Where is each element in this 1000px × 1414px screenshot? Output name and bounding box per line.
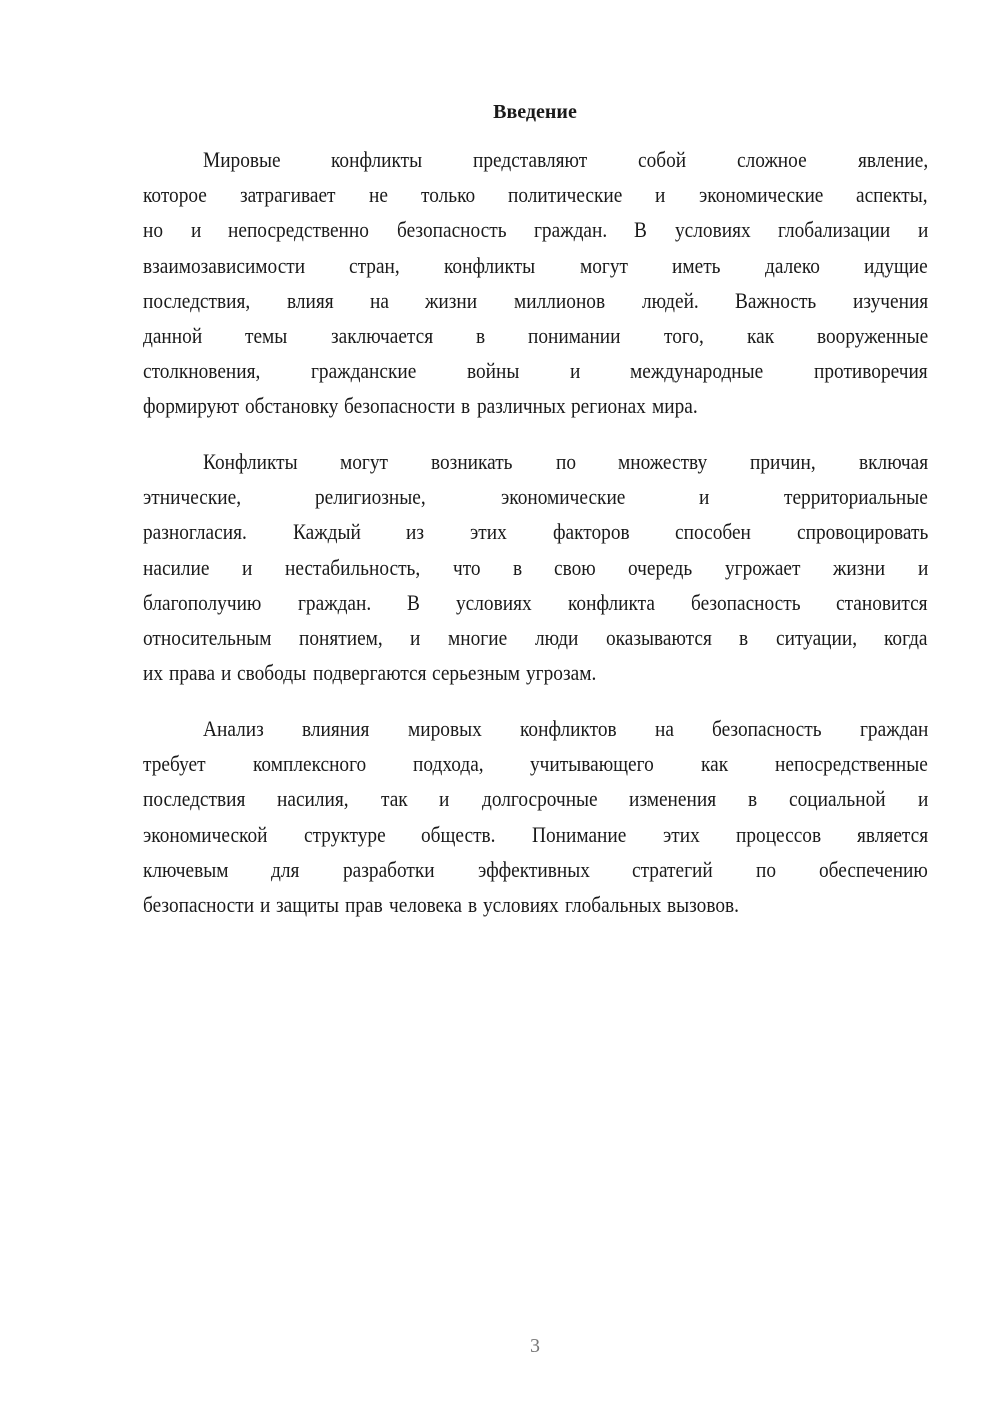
word: ключевым bbox=[143, 856, 229, 882]
word: обеспечению bbox=[819, 856, 928, 882]
word: могут bbox=[579, 252, 628, 278]
word: многие bbox=[448, 624, 508, 650]
word: территориальные bbox=[784, 484, 928, 510]
word: подхода, bbox=[412, 751, 484, 777]
word: в bbox=[461, 393, 471, 419]
word: влияния bbox=[302, 716, 370, 741]
word: мира. bbox=[652, 393, 698, 419]
word: последствия bbox=[143, 786, 246, 812]
word: условиях bbox=[455, 589, 532, 615]
word: по bbox=[756, 856, 777, 882]
word: людей. bbox=[641, 287, 699, 313]
word: относительным bbox=[143, 624, 272, 650]
word: но bbox=[143, 217, 164, 243]
text-line bbox=[143, 444, 928, 479]
word: последствия, bbox=[143, 287, 251, 313]
word: глобализации bbox=[777, 217, 891, 243]
word: различных bbox=[476, 393, 566, 419]
word: и bbox=[260, 891, 271, 917]
word: заключается bbox=[330, 322, 433, 348]
word: аспекты, bbox=[856, 182, 928, 208]
word: так bbox=[380, 786, 408, 812]
word: конфликта bbox=[567, 589, 655, 615]
word: непосредственные bbox=[775, 751, 928, 777]
word: далеко bbox=[764, 252, 820, 278]
text-line bbox=[143, 177, 928, 212]
word: требует bbox=[143, 751, 206, 777]
word: люди bbox=[534, 624, 579, 650]
word: для bbox=[271, 856, 300, 882]
word: долгосрочные bbox=[481, 786, 598, 812]
word: угрозам. bbox=[526, 660, 597, 686]
word: прав bbox=[345, 891, 384, 917]
word: серьезным bbox=[432, 660, 521, 686]
word: иметь bbox=[672, 252, 721, 278]
paragraph-3 bbox=[143, 711, 928, 922]
word: как bbox=[701, 751, 729, 777]
word: данной bbox=[143, 322, 203, 348]
word: войны bbox=[466, 358, 520, 384]
word: политические bbox=[507, 182, 623, 208]
section-heading: Введение bbox=[493, 101, 577, 123]
word: включая bbox=[858, 449, 928, 474]
word: условиях bbox=[483, 891, 559, 917]
paragraph-1 bbox=[143, 142, 928, 424]
word: миллионов bbox=[514, 287, 606, 313]
word: экономической bbox=[143, 821, 268, 847]
text-line bbox=[143, 620, 928, 655]
text-line bbox=[143, 550, 928, 585]
word: обществ. bbox=[421, 821, 496, 847]
word: столкновения, bbox=[143, 358, 261, 384]
word: человека bbox=[389, 891, 463, 917]
word: изучения bbox=[852, 287, 928, 313]
word: спровоцировать bbox=[796, 519, 928, 545]
word: конфликты bbox=[331, 147, 423, 172]
word: и bbox=[699, 484, 710, 510]
word: обстановку bbox=[244, 393, 339, 419]
paragraph-2 bbox=[143, 444, 928, 690]
word: Конфликты bbox=[203, 449, 298, 474]
word: вооруженные bbox=[816, 322, 929, 348]
text-line bbox=[143, 248, 928, 283]
word: и bbox=[190, 217, 201, 243]
word: их bbox=[143, 660, 164, 686]
word: возникать bbox=[431, 449, 513, 474]
word: вызовов. bbox=[667, 891, 740, 917]
word: становится bbox=[836, 589, 928, 615]
word: безопасность bbox=[711, 716, 822, 741]
word: в bbox=[512, 554, 522, 580]
word: что bbox=[452, 554, 481, 580]
word: безопасности bbox=[344, 393, 456, 419]
word: религиозные, bbox=[315, 484, 427, 510]
word: влияя bbox=[286, 287, 334, 313]
word: защиты bbox=[276, 891, 340, 917]
text-line bbox=[143, 212, 928, 247]
word: условиях bbox=[674, 217, 751, 243]
word: в bbox=[468, 891, 478, 917]
word: жизни bbox=[425, 287, 478, 313]
text-line bbox=[143, 852, 928, 887]
word: непосредственно bbox=[228, 217, 370, 243]
word: процессов bbox=[735, 821, 821, 847]
word: конфликты bbox=[444, 252, 536, 278]
word: взаимозависимости bbox=[143, 252, 306, 278]
word: и bbox=[917, 217, 928, 243]
word: формируют bbox=[143, 393, 239, 419]
word: структуре bbox=[303, 821, 386, 847]
word: разногласия. bbox=[143, 519, 247, 545]
word: В bbox=[406, 589, 420, 615]
word: и bbox=[410, 624, 421, 650]
page-number: 3 bbox=[530, 1335, 540, 1357]
word: по bbox=[555, 449, 576, 474]
word: могут bbox=[340, 449, 389, 474]
word: способен bbox=[674, 519, 751, 545]
word: на bbox=[654, 716, 674, 741]
text-line bbox=[143, 711, 928, 746]
word: Мировые bbox=[203, 147, 281, 172]
word: граждан. bbox=[297, 589, 371, 615]
word: в bbox=[748, 786, 758, 812]
word: и bbox=[241, 554, 253, 580]
text-line bbox=[143, 655, 928, 690]
text-line bbox=[143, 746, 928, 781]
word: и bbox=[655, 182, 666, 208]
word: изменения bbox=[629, 786, 717, 812]
word: на bbox=[369, 287, 389, 313]
word: этнические, bbox=[143, 484, 242, 510]
word: безопасности bbox=[143, 891, 255, 917]
word: стратегий bbox=[632, 856, 714, 882]
word: Каждый bbox=[292, 519, 361, 545]
text-line bbox=[143, 585, 928, 620]
word: понимании bbox=[528, 322, 621, 348]
word: эффективных bbox=[477, 856, 590, 882]
word: экономические bbox=[698, 182, 824, 208]
word: очередь bbox=[628, 554, 693, 580]
word: учитывающего bbox=[530, 751, 655, 777]
word: глобальных bbox=[564, 891, 662, 917]
text-line bbox=[143, 817, 928, 852]
word: как bbox=[746, 322, 774, 348]
word: и bbox=[439, 786, 450, 812]
word: Анализ bbox=[203, 716, 264, 741]
word: темы bbox=[245, 322, 288, 348]
word: гражданские bbox=[310, 358, 417, 384]
word: угрожает bbox=[725, 554, 801, 580]
word: не bbox=[368, 182, 388, 208]
word: этих bbox=[662, 821, 700, 847]
word: ситуации, bbox=[775, 624, 857, 650]
word: оказываются bbox=[605, 624, 712, 650]
word: конфликтов bbox=[519, 716, 617, 741]
word: этих bbox=[469, 519, 507, 545]
text-line bbox=[143, 353, 928, 388]
word: Понимание bbox=[532, 821, 627, 847]
word: противоречия bbox=[814, 358, 928, 384]
word: представляют bbox=[473, 147, 588, 172]
word: насилия, bbox=[277, 786, 349, 812]
word: безопасность bbox=[396, 217, 507, 243]
word: социальной bbox=[789, 786, 886, 812]
word: является bbox=[856, 821, 928, 847]
word: затрагивает bbox=[240, 182, 336, 208]
word: и bbox=[221, 660, 232, 686]
text-line bbox=[143, 781, 928, 816]
word: свободы bbox=[237, 660, 307, 686]
word: и bbox=[917, 786, 928, 812]
word: разработки bbox=[342, 856, 435, 882]
word: собой bbox=[638, 147, 687, 172]
text-line bbox=[143, 283, 928, 318]
word: явление, bbox=[857, 147, 928, 172]
word: насилие bbox=[143, 554, 210, 580]
word: мировых bbox=[407, 716, 482, 741]
word: множеству bbox=[618, 449, 708, 474]
word: благополучию bbox=[143, 589, 262, 615]
word: факторов bbox=[552, 519, 630, 545]
word: идущие bbox=[864, 252, 928, 278]
word: граждан bbox=[859, 716, 928, 741]
word: стран, bbox=[349, 252, 401, 278]
word: и bbox=[917, 554, 928, 580]
word: которое bbox=[143, 182, 207, 208]
word: в bbox=[739, 624, 749, 650]
word: комплексного bbox=[252, 751, 366, 777]
word: граждан. bbox=[533, 217, 607, 243]
word: регионах bbox=[571, 393, 647, 419]
text-line bbox=[143, 388, 928, 423]
word: понятием, bbox=[299, 624, 383, 650]
word: подвергаются bbox=[312, 660, 427, 686]
word: В bbox=[634, 217, 648, 243]
text-line bbox=[143, 514, 928, 549]
word: сложное bbox=[737, 147, 807, 172]
word: причин, bbox=[750, 449, 817, 474]
word: безопасность bbox=[690, 589, 801, 615]
word: в bbox=[475, 322, 485, 348]
word: международные bbox=[630, 358, 764, 384]
word: из bbox=[406, 519, 425, 545]
text-line bbox=[143, 887, 928, 922]
word: того, bbox=[663, 322, 704, 348]
word: свою bbox=[554, 554, 596, 580]
word: и bbox=[569, 358, 580, 384]
text-line bbox=[143, 479, 928, 514]
word: права bbox=[169, 660, 216, 686]
word: только bbox=[420, 182, 475, 208]
text-line bbox=[143, 142, 928, 177]
word: Важность bbox=[734, 287, 817, 313]
word: нестабильность, bbox=[284, 554, 421, 580]
word: когда bbox=[884, 624, 928, 650]
text-line bbox=[143, 318, 928, 353]
word: жизни bbox=[833, 554, 886, 580]
word: экономические bbox=[500, 484, 625, 510]
